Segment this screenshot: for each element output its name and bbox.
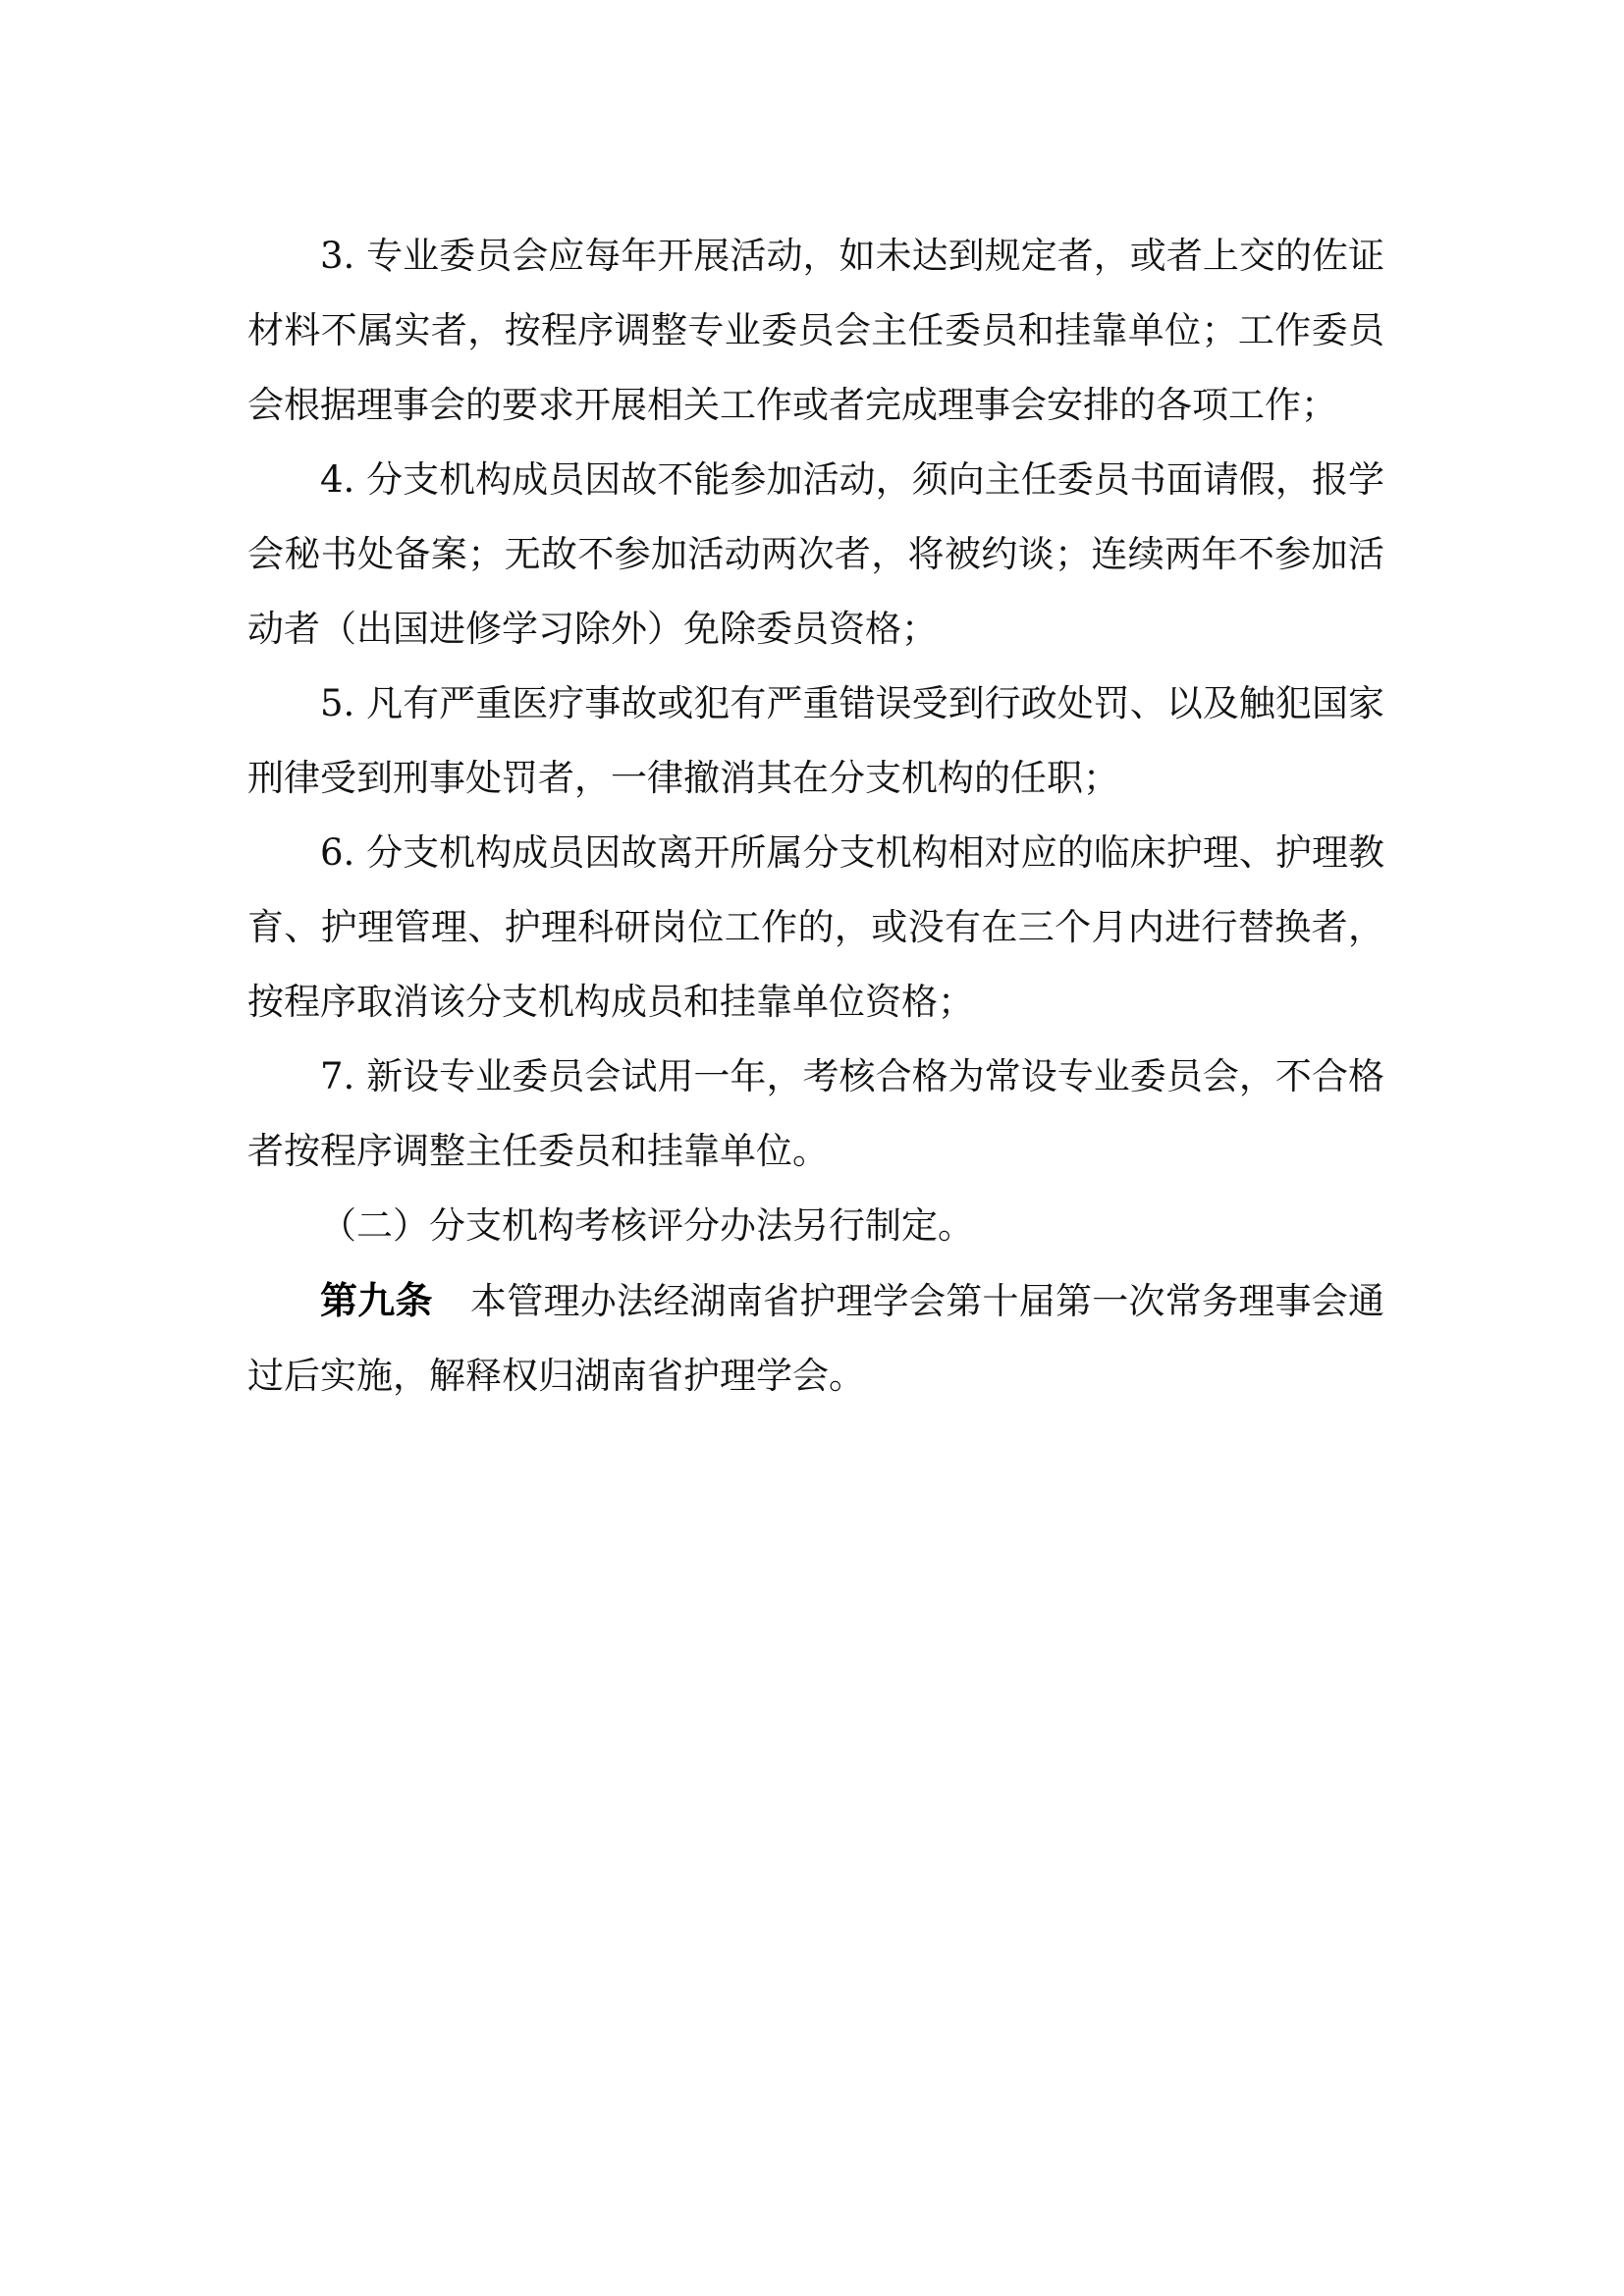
paragraph-item-6: 6. 分支机构成员因故离开所属分支机构相对应的临床护理、护理教育、护理管理、护理科研岗位工作的，或没有在三个月内进行替换者，按程序取消该分支机构成员和挂靠单位资格； xyxy=(247,831,1384,1023)
paragraph-item-7: 7. 新设专业委员会试用一年，考核合格为常设专业委员会，不合格者按程序调整主任委员和挂靠单位。 xyxy=(247,1055,1384,1172)
document-body xyxy=(247,219,1384,1414)
article-9-text: 本管理办法经湖南省护理学会第十届第一次常务理事会通过后实施，解释权归湖南省护理学会。 xyxy=(247,1280,1384,1397)
paragraph-item-3: 3. 专业委员会应每年开展活动，如未达到规定者，或者上交的佐证材料不属实者，按程序调整专业委员会主任委员和挂靠单位；工作委员会根据理事会的要求开展相关工作或者完成理事会安排的各项工作； xyxy=(247,235,1384,426)
article-9-heading: 第九条 xyxy=(320,1279,433,1322)
paragraph-article-9 xyxy=(247,1263,1384,1414)
paragraph-item-4: 4. 分支机构成员因故不能参加活动，须向主任委员书面请假，报学会秘书处备案；无故不参加活动两次者，将被约谈；连续两年不参加活动者（出国进修学习除外）免除委员资格； xyxy=(247,458,1384,650)
paragraph-section-2: （二）分支机构考核评分办法另行制定。 xyxy=(320,1204,974,1247)
paragraph-item-5: 5. 凡有严重医疗事故或犯有严重错误受到行政处罚、以及触犯国家刑律受到刑事处罚者，一律撤消其在分支机构的任职； xyxy=(247,682,1384,799)
